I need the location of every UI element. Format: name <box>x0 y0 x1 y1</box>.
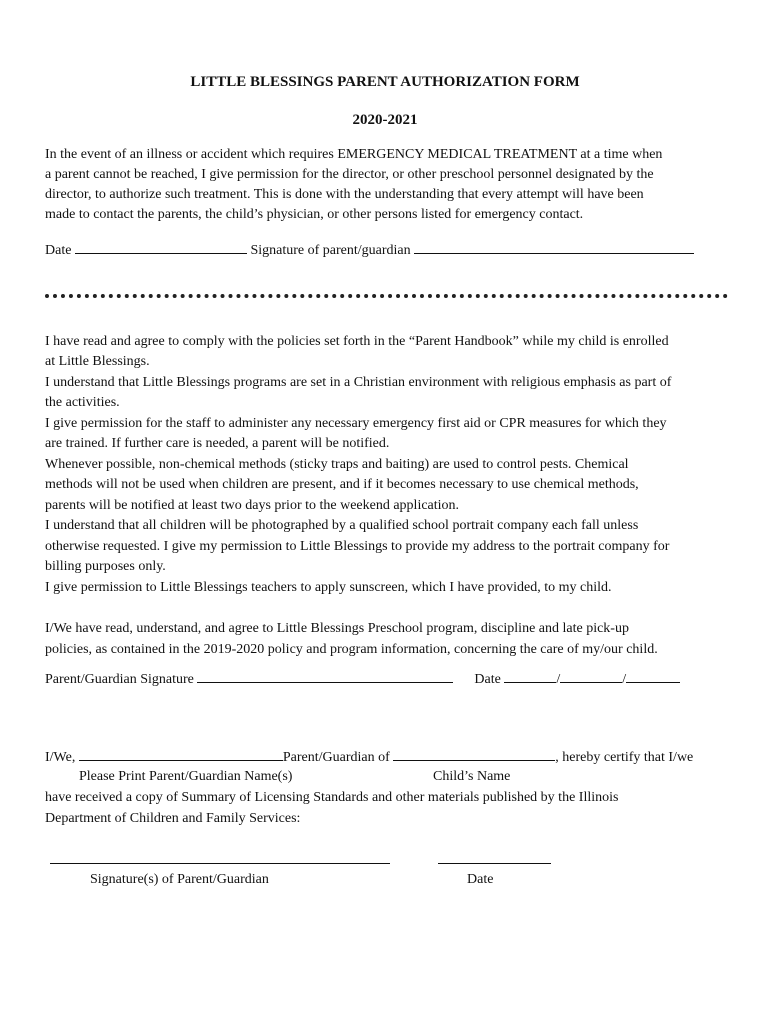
final-date-field[interactable] <box>438 863 551 864</box>
text-line: the activities. <box>45 395 120 410</box>
parent-signature-field[interactable] <box>197 668 453 683</box>
text-line: In the event of an illness or accident which requires EMERGENCY MEDICAL TREATMENT at a time when <box>45 147 663 162</box>
second-signature-row <box>45 668 680 690</box>
final-signature-caption: Signature(s) of Parent/Guardian <box>90 872 269 887</box>
final-date-caption: Date <box>467 872 494 887</box>
text-line: billing purposes only. <box>45 559 166 574</box>
child-name-caption: Child’s Name <box>433 769 511 784</box>
final-signature-field[interactable] <box>50 863 390 864</box>
certify-middle: Parent/Guardian of <box>282 750 390 765</box>
text-line: made to contact the parents, the child’s physician, or other persons listed for emergency contact. <box>45 207 584 222</box>
text-line: parents will be notified at least two days prior to the weekend application. <box>45 498 460 513</box>
first-signature-row <box>45 239 694 261</box>
dotted-divider <box>45 294 728 298</box>
parent-signature-label: Parent/Guardian Signature <box>45 672 194 687</box>
text-line: a parent cannot be reached, I give permission for the director, or other preschool personnel designated by the <box>45 167 654 182</box>
text-line: I have read and agree to comply with the policies set forth in the “Parent Handbook” while my child is enrolled <box>45 334 669 349</box>
date-month-field[interactable] <box>504 668 556 683</box>
text-line: I give permission for the staff to administer any necessary emergency first aid or CPR measures for which they <box>45 416 667 431</box>
text-line: policies, as contained in the 2019-2020 policy and program information, concerning the care of my/our child. <box>45 642 658 657</box>
child-name-field[interactable] <box>393 746 555 761</box>
certify-row <box>45 746 693 768</box>
text-line: otherwise requested. I give my permission to Little Blessings to provide my address to the portrait company for <box>45 539 670 554</box>
text-line: Whenever possible, non-chemical methods (sticky traps and baiting) are used to control pests. Chemical <box>45 457 629 472</box>
parent-name-caption: Please Print Parent/Guardian Name(s) <box>79 769 293 784</box>
text-line: I/We have read, understand, and agree to Little Blessings Preschool program, discipline and late pick-up <box>45 621 629 636</box>
certify-suffix: , hereby certify that I/we <box>555 750 694 765</box>
date-label: Date <box>474 672 501 687</box>
date-day-field[interactable] <box>560 668 622 683</box>
text-line: director, to authorize such treatment. This is done with the understanding that every attempt will have been <box>45 187 644 202</box>
form-title: LITTLE BLESSINGS PARENT AUTHORIZATION FORM <box>190 74 580 90</box>
date-label: Date <box>45 243 72 258</box>
signature-label: Signature of parent/guardian <box>250 243 411 258</box>
date-separator: / <box>622 672 627 687</box>
text-line: at Little Blessings. <box>45 354 150 369</box>
text-line: have received a copy of Summary of Licensing Standards and other materials published by the Illinois <box>45 790 619 805</box>
date-separator: / <box>556 672 561 687</box>
text-line: methods will not be used when children are present, and if it becomes necessary to use chemical methods, <box>45 477 639 492</box>
date-field[interactable] <box>75 239 247 254</box>
parent-name-field[interactable] <box>79 746 283 761</box>
text-line: are trained. If further care is needed, a parent will be notified. <box>45 436 390 451</box>
certify-prefix: I/We, <box>45 750 76 765</box>
signature-field[interactable] <box>414 239 694 254</box>
text-line: I understand that all children will be photographed by a qualified school portrait company each fall unless <box>45 518 639 533</box>
form-year: 2020-2021 <box>352 112 418 128</box>
text-line: I understand that Little Blessings programs are set in a Christian environment with religious emphasis as part of <box>45 375 672 390</box>
date-year-field[interactable] <box>626 668 680 683</box>
text-line: Department of Children and Family Services: <box>45 811 301 826</box>
text-line: I give permission to Little Blessings teachers to apply sunscreen, which I have provided, to my child. <box>45 580 612 595</box>
